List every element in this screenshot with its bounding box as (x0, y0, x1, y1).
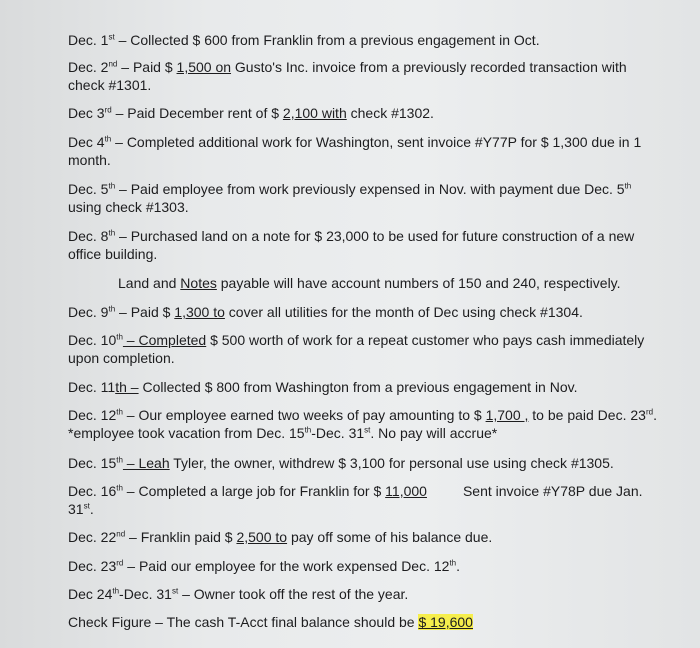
entry-dec-2: Dec. 2nd – Paid $ 1,500 on Gusto's Inc. invoice from a previously recorded transaction with (68, 59, 627, 75)
entry-dec-8-line2: office building. (68, 246, 158, 262)
entry-dec-8: Dec. 8th – Purchased land on a note for $ 23,000 to be used for future construction of a new (68, 228, 635, 244)
entry-dec-23: Dec. 23rd – Paid our employee for the work expensed Dec. 12th. (68, 558, 461, 574)
entry-dec-24: Dec 24th-Dec. 31st – Owner took off the rest of the year. (68, 586, 409, 602)
entry-dec-2-line2: check #1301. (68, 77, 152, 93)
entry-dec-3: Dec 3rd – Paid December rent of $ 2,100 with check #1302. (68, 105, 434, 121)
entry-dec-4: Dec 4th – Completed additional work for Washington, sent invoice #Y77P for $ 1,300 due in 1 (68, 134, 642, 150)
check-figure: Check Figure – The cash T-Acct final balance should be $ 19,600 (68, 614, 473, 630)
entry-dec-4-line2: month. (68, 152, 111, 168)
entry-dec-9: Dec. 9th – Paid $ 1,300 to cover all utilities for the month of Dec using check #1304. (68, 304, 583, 320)
entry-dec-12-note: *employee took vacation from Dec. 15th-Dec. 31st. No pay will accrue* (68, 425, 498, 441)
final-balance-highlight: $ 19,600 (418, 614, 473, 630)
entry-dec-12: Dec. 12th – Our employee earned two weeks of pay amounting to $ 1,700 , to be paid Dec. 23rd. (68, 407, 657, 423)
entry-dec-16-line2: 31st. (68, 501, 94, 517)
entry-dec-11: Dec. 11th – Collected $ 800 from Washington from a previous engagement in Nov. (68, 379, 578, 395)
entry-dec-10-line2: upon completion. (68, 350, 175, 366)
entry-dec-16: Dec. 16th – Completed a large job for Franklin for $ 11,000 Sent invoice #Y78P due Jan. (68, 483, 643, 499)
entry-dec-5-line2: using check #1303. (68, 199, 189, 215)
entry-dec-10: Dec. 10th – Completed $ 500 worth of work for a repeat customer who pays cash immediately (68, 332, 645, 348)
account-numbers-note: Land and Notes payable will have account numbers of 150 and 240, respectively. (118, 275, 621, 291)
entry-dec-5: Dec. 5th – Paid employee from work previously expensed in Nov. with payment due Dec. 5th (68, 181, 632, 197)
entry-dec-15: Dec. 15th – Leah Tyler, the owner, withdrew $ 3,100 for personal use using check #1305. (68, 455, 614, 471)
entry-dec-22: Dec. 22nd – Franklin paid $ 2,500 to pay off some of his balance due. (68, 529, 493, 545)
entry-dec-1: Dec. 1st – Collected $ 600 from Franklin from a previous engagement in Oct. (68, 32, 540, 48)
